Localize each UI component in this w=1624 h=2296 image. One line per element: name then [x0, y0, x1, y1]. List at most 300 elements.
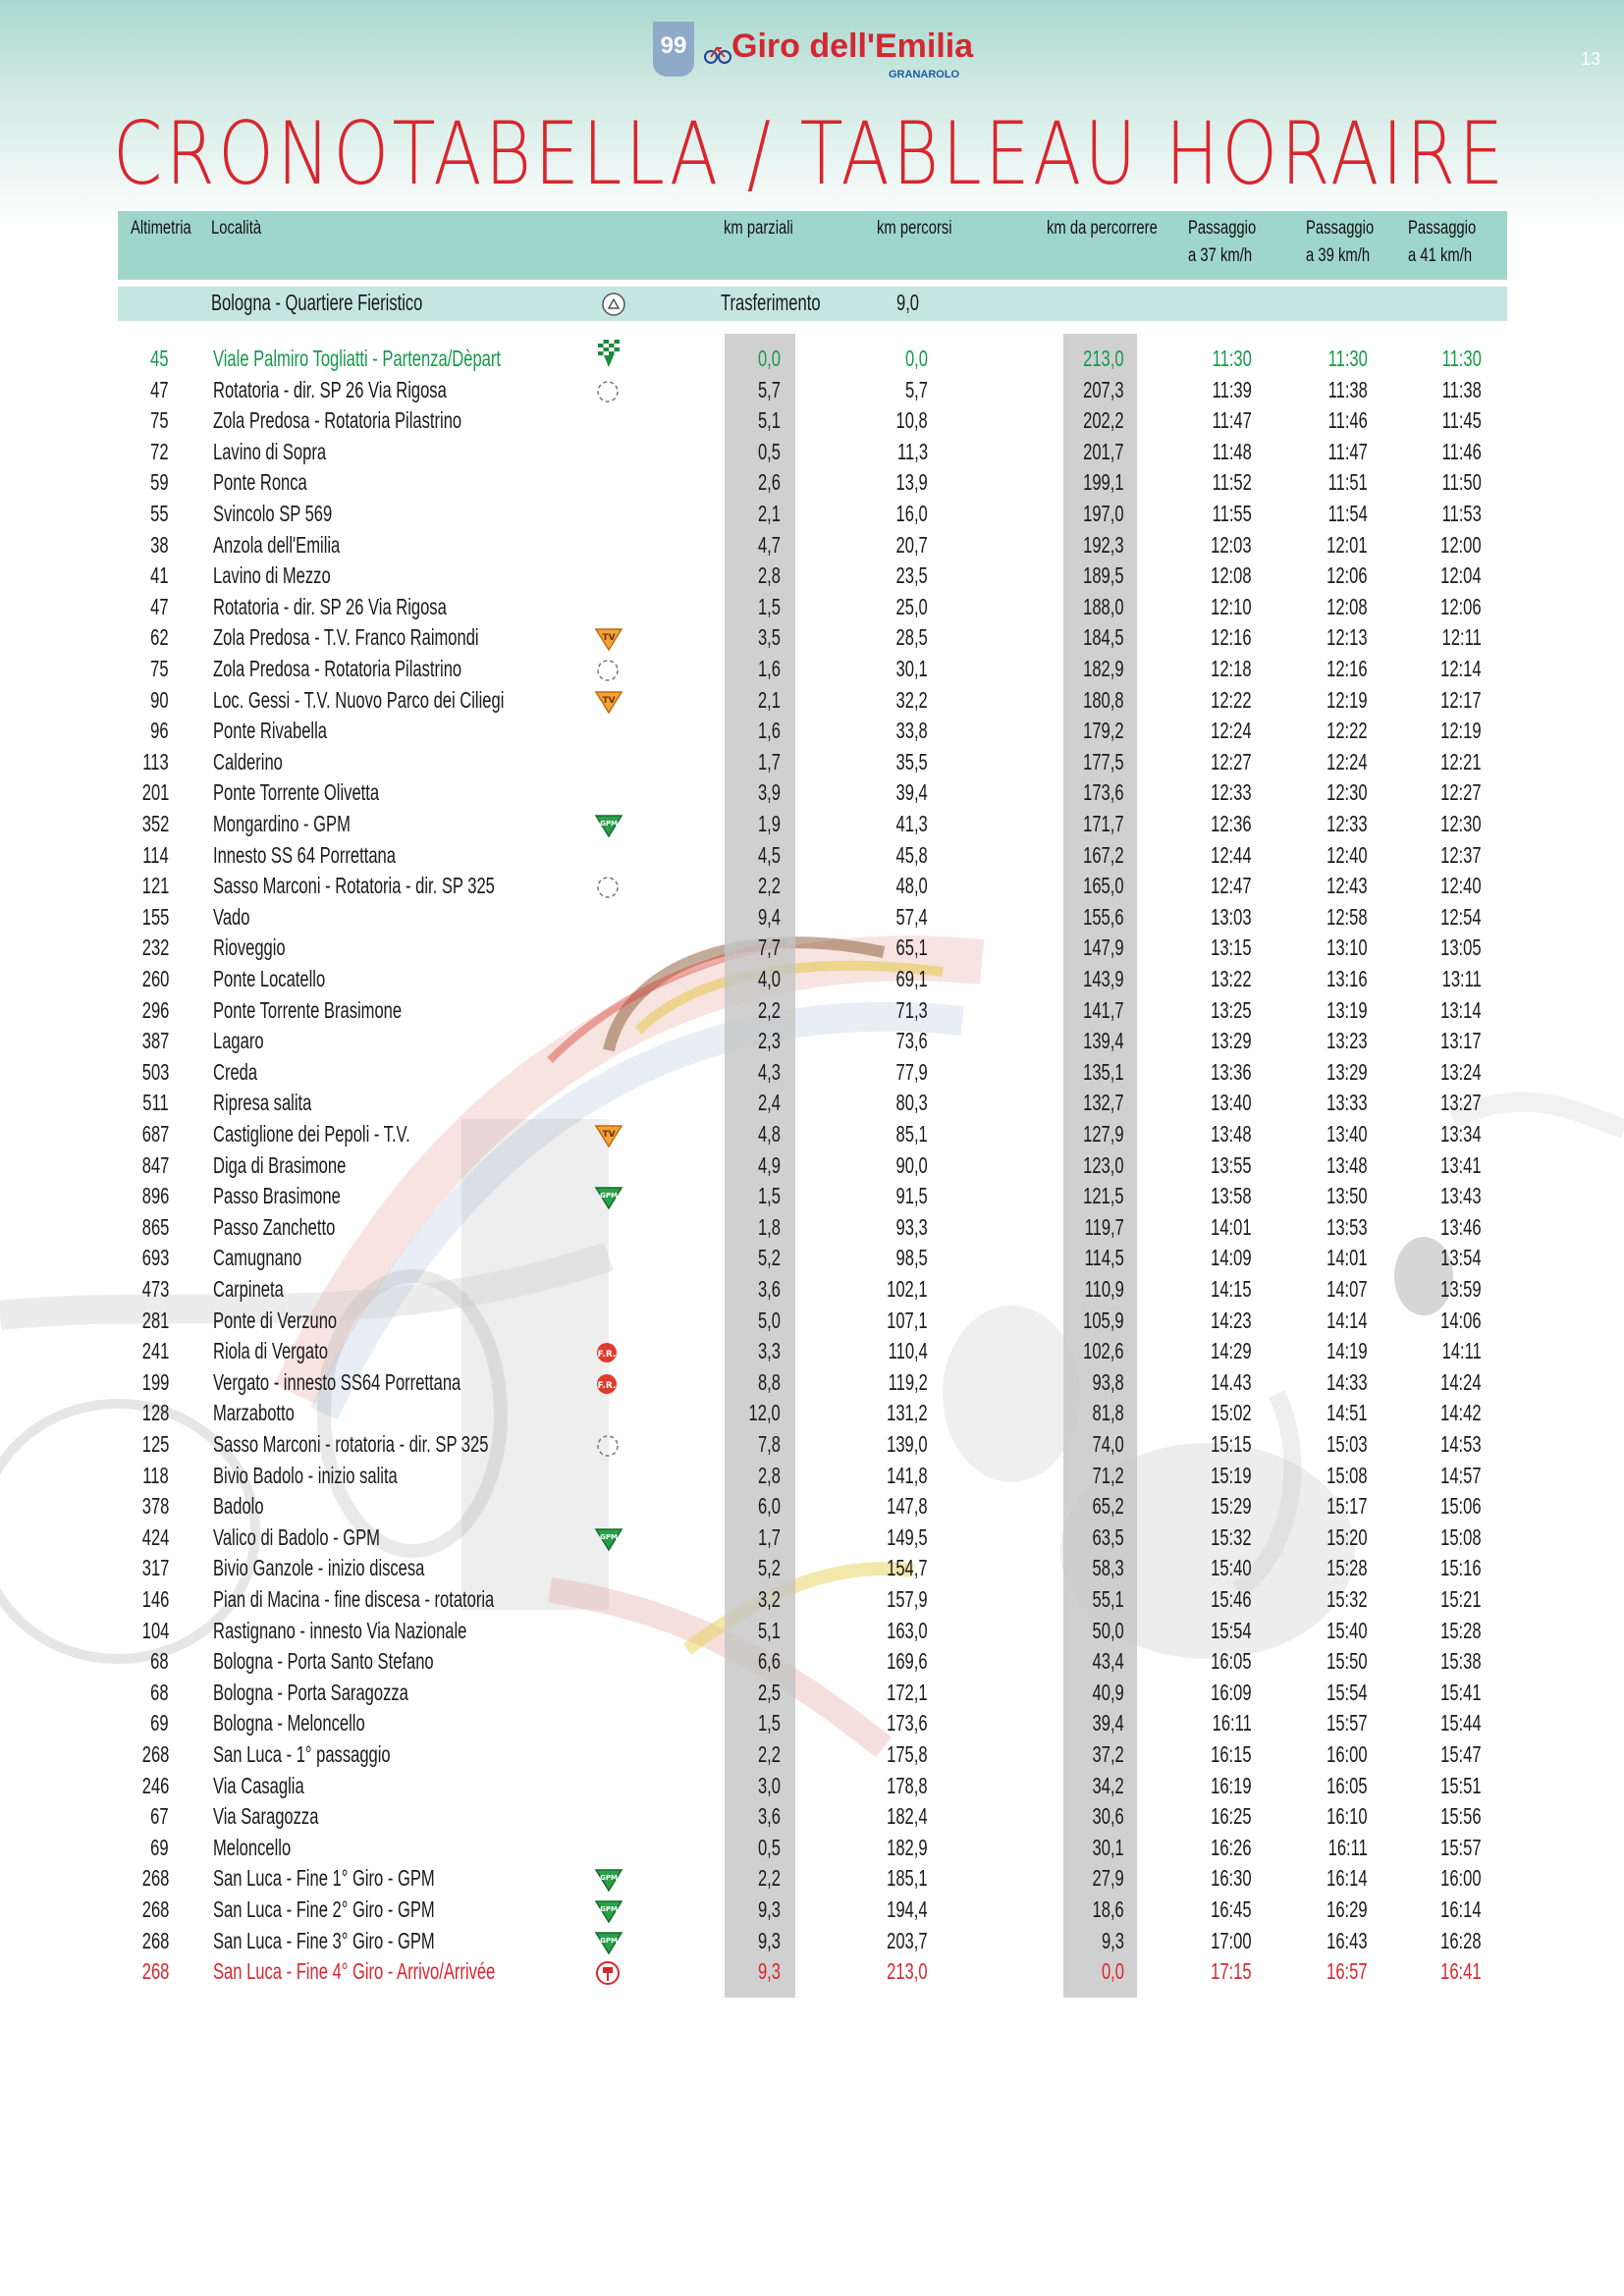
time-39-cell: 13:33 [1326, 1090, 1368, 1116]
location-cell: Carpineta [213, 1276, 284, 1302]
altitude-cell: 268 [141, 1896, 169, 1922]
time-37-cell: 12:27 [1211, 748, 1252, 774]
covered-km-cell: 172,1 [887, 1679, 928, 1705]
covered-km-cell: 147,8 [887, 1493, 928, 1520]
partial-km-cell: 0,0 [757, 346, 781, 371]
altitude-cell: 128 [141, 1400, 169, 1426]
table-row [0, 1958, 1624, 1989]
time-37-cell: 11:39 [1212, 376, 1252, 402]
svg-text:F.R.: F.R. [597, 1380, 617, 1391]
partial-km-cell: 9,3 [757, 1896, 781, 1922]
altitude-cell: 268 [141, 1865, 169, 1892]
remaining-km-cell: 184,5 [1083, 624, 1124, 651]
time-41-cell: 12:27 [1440, 779, 1482, 806]
covered-km-cell: 39,4 [895, 779, 928, 806]
time-41-cell: 15:28 [1440, 1617, 1482, 1643]
time-37-cell: 14:23 [1211, 1307, 1252, 1333]
remaining-km-cell: 102,6 [1083, 1338, 1124, 1364]
location-cell: Passo Brasimone [213, 1183, 341, 1209]
time-39-cell: 15:08 [1326, 1462, 1368, 1488]
time-41-cell: 12:19 [1440, 718, 1482, 744]
covered-km-cell: 80,3 [895, 1090, 928, 1116]
svg-text:F.R.: F.R. [597, 1350, 617, 1361]
altitude-cell: 68 [150, 1679, 169, 1705]
time-41-cell: 11:50 [1441, 469, 1482, 496]
header-pass-39: Passaggio a 39 km/h [1306, 218, 1375, 266]
altitude-cell: 246 [141, 1772, 169, 1798]
table-row [0, 779, 1624, 810]
table-row [0, 1431, 1624, 1462]
time-37-cell: 12:33 [1211, 779, 1252, 806]
table-row [0, 346, 1624, 376]
finish-icon [594, 1959, 622, 1992]
table-row [0, 439, 1624, 469]
time-41-cell: 13:05 [1440, 934, 1482, 961]
remaining-km-cell: 30,6 [1092, 1803, 1124, 1830]
altitude-cell: 45 [150, 346, 169, 371]
remaining-km-cell: 37,2 [1092, 1741, 1124, 1767]
svg-text:TV: TV [602, 695, 616, 706]
table-row [0, 1245, 1624, 1275]
time-39-cell: 12:22 [1326, 718, 1368, 744]
table-row [0, 1928, 1624, 1958]
partial-km-cell: 5,2 [757, 1245, 781, 1271]
altitude-cell: 75 [150, 407, 169, 434]
altitude-cell: 121 [141, 873, 169, 899]
altitude-cell: 199 [141, 1368, 169, 1395]
altitude-cell: 96 [150, 718, 169, 744]
location-cell: Sasso Marconi - rotatoria - dir. SP 325 [213, 1431, 489, 1457]
partial-km-cell: 3,5 [757, 624, 781, 651]
covered-km-cell: 0,0 [904, 346, 928, 371]
time-37-cell: 16:09 [1211, 1679, 1252, 1705]
partial-km-cell: 3,0 [757, 1772, 781, 1798]
table-row [0, 1524, 1624, 1555]
altitude-cell: 268 [141, 1958, 169, 1985]
partial-km-cell: 2,2 [757, 996, 781, 1023]
time-37-cell: 15:32 [1211, 1523, 1252, 1550]
location-cell: Lavino di Mezzo [213, 562, 331, 589]
time-37-cell: 14.43 [1211, 1368, 1252, 1395]
table-row [0, 873, 1624, 903]
table-row [0, 934, 1624, 965]
time-41-cell: 15:41 [1440, 1679, 1482, 1705]
time-39-cell: 16:43 [1326, 1927, 1368, 1953]
time-41-cell: 12:14 [1440, 656, 1482, 681]
time-39-cell: 15:50 [1326, 1648, 1368, 1675]
location-cell: Castiglione dei Pepoli - T.V. [213, 1121, 410, 1147]
time-41-cell: 16:14 [1440, 1896, 1482, 1922]
time-41-cell: 11:30 [1441, 346, 1482, 371]
table-row [0, 1896, 1624, 1927]
time-39-cell: 16:10 [1326, 1803, 1368, 1830]
covered-km-cell: 194,4 [887, 1896, 928, 1922]
time-39-cell: 11:47 [1327, 438, 1368, 464]
location-cell: Lagaro [213, 1028, 264, 1054]
location-cell: Pian di Macina - fine discesa - rotatoria [213, 1586, 495, 1612]
remaining-km-cell: 127,9 [1083, 1121, 1124, 1147]
table-row [0, 1090, 1624, 1120]
time-39-cell: 13:19 [1326, 996, 1368, 1023]
remaining-km-cell: 39,4 [1092, 1710, 1124, 1736]
time-39-cell: 13:53 [1326, 1213, 1368, 1240]
remaining-km-cell: 119,7 [1084, 1213, 1124, 1240]
time-39-cell: 12:19 [1326, 686, 1368, 713]
covered-km-cell: 65,1 [895, 934, 928, 961]
remaining-km-cell: 179,2 [1083, 718, 1124, 744]
svg-text:GPM: GPM [600, 1532, 618, 1541]
table-row [0, 1214, 1624, 1245]
covered-km-cell: 182,9 [887, 1834, 928, 1860]
time-37-cell: 17:15 [1211, 1958, 1252, 1985]
time-41-cell: 15:21 [1440, 1586, 1482, 1612]
covered-km-cell: 28,5 [895, 624, 928, 651]
time-39-cell: 11:46 [1327, 407, 1368, 434]
time-37-cell: 16:05 [1211, 1648, 1252, 1675]
remaining-km-cell: 135,1 [1083, 1058, 1124, 1085]
covered-km-cell: 173,6 [887, 1710, 928, 1736]
altitude-cell: 69 [150, 1834, 169, 1860]
time-41-cell: 16:00 [1440, 1865, 1482, 1892]
altitude-cell: 38 [150, 531, 169, 558]
feed-zone-icon [594, 1371, 620, 1402]
covered-km-cell: 102,1 [887, 1276, 928, 1302]
partial-km-cell: 5,2 [757, 1555, 781, 1581]
covered-km-cell: 157,9 [887, 1586, 928, 1612]
remaining-km-cell: 58,3 [1092, 1555, 1124, 1581]
altitude-cell: 232 [141, 934, 169, 961]
time-37-cell: 12:16 [1211, 624, 1252, 651]
table-row [0, 532, 1624, 562]
partial-km-cell: 5,1 [757, 407, 781, 434]
partial-km-cell: 9,3 [757, 1958, 781, 1985]
remaining-km-cell: 171,7 [1083, 811, 1124, 836]
time-39-cell: 12:06 [1326, 562, 1368, 589]
time-41-cell: 11:46 [1441, 438, 1482, 464]
time-41-cell: 13:27 [1440, 1090, 1482, 1116]
svg-text:TV: TV [602, 633, 616, 644]
partial-km-cell: 2,2 [757, 1741, 781, 1767]
covered-km-cell: 23,5 [895, 562, 928, 589]
remaining-km-cell: 173,6 [1083, 779, 1124, 806]
partial-km-cell: 7,8 [757, 1431, 781, 1457]
table-row [0, 469, 1624, 500]
time-41-cell: 13:24 [1440, 1058, 1482, 1085]
location-cell: Via Casaglia [213, 1772, 304, 1798]
start-flag-icon [594, 338, 623, 376]
remaining-km-cell: 121,5 [1083, 1183, 1124, 1209]
header-partial-km: km parziali [724, 218, 793, 239]
remaining-km-cell: 43,4 [1092, 1648, 1124, 1675]
covered-km-cell: 98,5 [895, 1245, 928, 1271]
table-row [0, 1586, 1624, 1617]
time-39-cell: 12:30 [1326, 779, 1368, 806]
time-39-cell: 15:28 [1326, 1555, 1368, 1581]
table-row [0, 718, 1624, 748]
covered-km-cell: 182,4 [887, 1803, 928, 1830]
location-cell: Passo Zanchetto [213, 1213, 336, 1240]
covered-km-cell: 154,7 [887, 1555, 928, 1581]
time-39-cell: 16:11 [1327, 1834, 1368, 1860]
header-remaining-km: km da percorrere [1047, 218, 1158, 239]
partial-km-cell: 9,3 [757, 1927, 781, 1953]
location-cell: Bologna - Porta Santo Stefano [213, 1648, 434, 1675]
time-41-cell: 12:06 [1440, 593, 1482, 619]
time-39-cell: 15:17 [1326, 1493, 1368, 1520]
partial-km-cell: 2,8 [757, 562, 781, 589]
time-37-cell: 12:44 [1211, 841, 1252, 868]
location-cell: Valico di Badolo - GPM [213, 1523, 380, 1550]
partial-km-cell: 0,5 [757, 1834, 781, 1860]
table-row [0, 1555, 1624, 1585]
covered-km-cell: 141,8 [887, 1462, 928, 1488]
time-41-cell: 12:00 [1440, 531, 1482, 558]
remaining-km-cell: 74,0 [1092, 1431, 1124, 1457]
svg-text:GPM: GPM [600, 1905, 618, 1913]
altitude-cell: 317 [141, 1555, 169, 1581]
time-39-cell: 13:16 [1326, 966, 1368, 991]
table-row [0, 1835, 1624, 1865]
table-row [0, 1493, 1624, 1523]
time-37-cell: 12:03 [1211, 531, 1252, 558]
covered-km-cell: 91,5 [895, 1183, 928, 1209]
remaining-km-cell: 202,2 [1083, 407, 1124, 434]
altitude-cell: 260 [141, 966, 169, 991]
covered-km-cell: 213,0 [887, 1958, 928, 1985]
altitude-cell: 75 [150, 656, 169, 681]
altitude-cell: 693 [141, 1245, 169, 1271]
location-cell: Zola Predosa - Rotatoria Pilastrino [213, 656, 462, 681]
altitude-cell: 847 [141, 1151, 169, 1178]
altitude-cell: 155 [141, 903, 169, 930]
partial-km-cell: 1,9 [757, 811, 781, 836]
time-37-cell: 15:29 [1211, 1493, 1252, 1520]
covered-km-cell: 203,7 [887, 1927, 928, 1953]
time-39-cell: 11:30 [1327, 346, 1368, 371]
location-cell: Bivio Badolo - inizio salita [213, 1462, 398, 1488]
table-row [0, 1059, 1624, 1090]
covered-km-cell: 11,3 [896, 438, 928, 464]
location-cell: Loc. Gessi - T.V. Nuovo Parco dei Ciliegi [213, 686, 505, 713]
partial-km-cell: 5,0 [757, 1307, 781, 1333]
remaining-km-cell: 132,7 [1083, 1090, 1124, 1116]
table-row [0, 1308, 1624, 1338]
location-cell: Rotatoria - dir. SP 26 Via Rigosa [213, 593, 447, 619]
time-41-cell: 16:41 [1440, 1958, 1482, 1985]
altitude-cell: 41 [150, 562, 169, 589]
time-41-cell: 15:56 [1440, 1803, 1482, 1830]
remaining-km-cell: 93,8 [1092, 1368, 1124, 1395]
location-cell: Rioveggio [213, 934, 286, 961]
time-41-cell: 16:28 [1440, 1927, 1482, 1953]
time-37-cell: 13:22 [1211, 966, 1252, 991]
table-row [0, 1618, 1624, 1648]
roundabout-icon [594, 658, 622, 688]
covered-km-cell: 41,3 [895, 811, 928, 836]
svg-text:GPM: GPM [600, 1192, 618, 1201]
time-37-cell: 13:25 [1211, 996, 1252, 1023]
time-37-cell: 16:15 [1211, 1741, 1252, 1767]
time-39-cell: 15:03 [1326, 1431, 1368, 1457]
time-37-cell: 14:15 [1211, 1276, 1252, 1302]
time-41-cell: 13:11 [1441, 966, 1482, 991]
race-name: Giro dell'Emilia [731, 27, 974, 65]
altitude-cell: 865 [141, 1213, 169, 1240]
altitude-cell: 69 [150, 1710, 169, 1736]
time-41-cell: 13:41 [1440, 1151, 1482, 1178]
table-row [0, 1183, 1624, 1213]
time-39-cell: 11:54 [1327, 501, 1368, 526]
time-39-cell: 15:40 [1326, 1617, 1368, 1643]
location-cell: Sasso Marconi - Rotatoria - dir. SP 325 [213, 873, 495, 899]
remaining-km-cell: 182,9 [1083, 656, 1124, 681]
table-row [0, 687, 1624, 718]
table-row [0, 656, 1624, 686]
location-cell: Ponte Torrente Brasimone [213, 996, 403, 1023]
time-37-cell: 12:47 [1211, 873, 1252, 899]
time-41-cell: 13:17 [1440, 1028, 1482, 1054]
altitude-cell: 90 [150, 686, 169, 713]
location-cell: Ponte Locatello [213, 966, 326, 991]
location-cell: Marzabotto [213, 1400, 295, 1426]
time-37-cell: 11:47 [1212, 407, 1252, 434]
partial-km-cell: 3,3 [757, 1338, 781, 1364]
partial-km-cell: 1,7 [757, 748, 781, 774]
time-41-cell: 12:17 [1440, 686, 1482, 713]
remaining-km-cell: 63,5 [1092, 1523, 1124, 1550]
feed-zone-icon [594, 1340, 620, 1370]
table-row [0, 377, 1624, 407]
location-cell: Diga di Brasimone [213, 1151, 347, 1178]
time-37-cell: 16:25 [1211, 1803, 1252, 1830]
table-row [0, 1028, 1624, 1058]
time-39-cell: 16:29 [1326, 1896, 1368, 1922]
time-39-cell: 12:13 [1326, 624, 1368, 651]
covered-km-cell: 69,1 [895, 966, 928, 991]
table-row [0, 1803, 1624, 1834]
location-cell: Zola Predosa - T.V. Franco Raimondi [213, 624, 479, 651]
covered-km-cell: 16,0 [895, 501, 928, 526]
covered-km-cell: 71,3 [895, 996, 928, 1023]
time-39-cell: 13:10 [1326, 934, 1368, 961]
covered-km-cell: 13,9 [895, 469, 928, 496]
time-37-cell: 17:00 [1211, 1927, 1252, 1953]
partial-km-cell: 4,0 [757, 966, 781, 991]
gpm-climb-icon [594, 1898, 623, 1929]
location-cell: Ponte Torrente Olivetta [213, 779, 380, 806]
remaining-km-cell: 40,9 [1092, 1679, 1124, 1705]
remaining-km-cell: 213,0 [1083, 346, 1124, 371]
table-row [0, 624, 1624, 655]
altitude-cell: 72 [150, 438, 169, 464]
time-39-cell: 13:50 [1326, 1183, 1368, 1209]
covered-km-cell: 175,8 [887, 1741, 928, 1767]
table-row [0, 749, 1624, 779]
altitude-cell: 47 [150, 593, 169, 619]
time-37-cell: 12:18 [1211, 656, 1252, 681]
covered-km-cell: 45,8 [895, 841, 928, 868]
location-cell: San Luca - Fine 2° Giro - GPM [213, 1896, 435, 1922]
covered-km-cell: 33,8 [895, 718, 928, 744]
partial-km-cell: 5,1 [757, 1617, 781, 1643]
time-39-cell: 14:19 [1326, 1338, 1368, 1364]
altitude-cell: 896 [141, 1183, 169, 1209]
altitude-cell: 113 [142, 748, 169, 774]
location-cell: Vado [213, 903, 250, 930]
location-cell: Badolo [213, 1493, 264, 1520]
altitude-cell: 473 [141, 1276, 169, 1302]
remaining-km-cell: 192,3 [1083, 531, 1124, 558]
partial-km-cell: 3,2 [757, 1586, 781, 1612]
time-37-cell: 15:40 [1211, 1555, 1252, 1581]
roundabout-icon [594, 875, 622, 905]
table-row [0, 1773, 1624, 1803]
altitude-cell: 114 [142, 841, 169, 868]
time-37-cell: 16:26 [1211, 1834, 1252, 1860]
covered-km-cell: 35,5 [895, 748, 928, 774]
covered-km-cell: 20,7 [895, 531, 928, 558]
partial-km-cell: 2,5 [757, 1679, 781, 1705]
time-41-cell: 12:30 [1440, 811, 1482, 836]
partial-km-cell: 3,6 [757, 1276, 781, 1302]
location-cell: Meloncello [213, 1834, 292, 1860]
altitude-cell: 268 [141, 1741, 169, 1767]
partial-km-cell: 7,7 [757, 934, 781, 961]
covered-km-cell: 90,0 [895, 1151, 928, 1178]
time-39-cell: 12:16 [1326, 656, 1368, 681]
time-39-cell: 15:20 [1326, 1523, 1368, 1550]
time-41-cell: 14:06 [1440, 1307, 1482, 1333]
table-row [0, 1463, 1624, 1493]
time-37-cell: 15:19 [1211, 1462, 1252, 1488]
table-row [0, 1121, 1624, 1151]
roundabout-icon [594, 379, 622, 409]
location-cell: Ponte Rivabella [213, 718, 327, 744]
remaining-km-cell: 189,5 [1083, 562, 1124, 589]
partial-km-cell: 2,1 [757, 501, 781, 526]
time-41-cell: 15:08 [1440, 1523, 1482, 1550]
location-cell: Anzola dell'Emilia [213, 531, 341, 558]
table-row [0, 1710, 1624, 1740]
remaining-km-cell: 147,9 [1083, 934, 1124, 961]
remaining-km-cell: 114,5 [1084, 1245, 1124, 1271]
partial-km-cell: 3,9 [757, 779, 781, 806]
covered-km-cell: 107,1 [887, 1307, 928, 1333]
partial-km-cell: 4,3 [757, 1058, 781, 1085]
location-cell: Bologna - Meloncello [213, 1710, 365, 1736]
partial-km-cell: 4,5 [757, 841, 781, 868]
covered-km-cell: 25,0 [895, 593, 928, 619]
time-39-cell: 15:57 [1326, 1710, 1368, 1736]
time-39-cell: 12:24 [1326, 748, 1368, 774]
location-cell: Camugnano [213, 1245, 302, 1271]
remaining-km-cell: 188,0 [1083, 593, 1124, 619]
partial-km-cell: 4,9 [757, 1151, 781, 1178]
altitude-cell: 68 [150, 1648, 169, 1675]
table-row [0, 904, 1624, 934]
location-cell: Svincolo SP 569 [213, 501, 333, 526]
altitude-cell: 118 [142, 1462, 169, 1488]
remaining-km-cell: 65,2 [1092, 1493, 1124, 1520]
location-cell: Bologna - Porta Saragozza [213, 1679, 408, 1705]
time-41-cell: 15:51 [1440, 1772, 1482, 1798]
table-header [118, 211, 1507, 280]
time-39-cell: 12:33 [1326, 811, 1368, 836]
bicycle-icon [704, 39, 731, 65]
time-41-cell: 14:42 [1440, 1400, 1482, 1426]
time-41-cell: 13:46 [1440, 1213, 1482, 1240]
location-cell: Riola di Vergato [213, 1338, 328, 1364]
